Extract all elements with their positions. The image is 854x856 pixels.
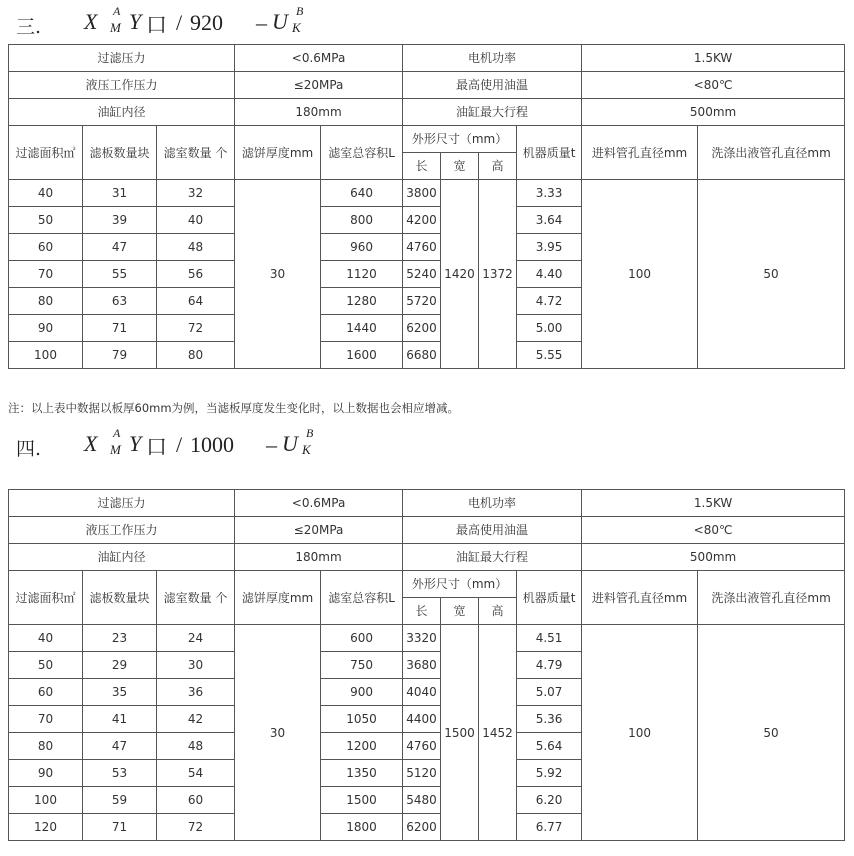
cell-mass: 4.72 (517, 288, 582, 315)
spec-value: <80℃ (582, 517, 845, 544)
cell-area: 70 (9, 261, 83, 288)
model-size: 1000 (190, 432, 234, 457)
cell-volume: 1050 (321, 706, 403, 733)
model-x: X (84, 431, 98, 456)
cell-plates: 71 (83, 814, 157, 841)
spec-label: 电机功率 (403, 45, 582, 72)
cell-volume: 1600 (321, 342, 403, 369)
cell-area: 80 (9, 288, 83, 315)
cell-length: 5480 (403, 787, 441, 814)
spec-label: 液压工作压力 (9, 72, 235, 99)
header-area: 过滤面积㎡ (9, 126, 83, 180)
cell-plates: 29 (83, 652, 157, 679)
spec-label: 电机功率 (403, 490, 582, 517)
cell-mass: 5.36 (517, 706, 582, 733)
cell-volume: 800 (321, 207, 403, 234)
header-length: 长 (403, 598, 441, 625)
header-row (9, 571, 845, 598)
cell-volume: 600 (321, 625, 403, 652)
cell-chambers: 24 (157, 625, 235, 652)
cell-chambers: 72 (157, 315, 235, 342)
cell-height: 1452 (479, 625, 517, 841)
spec-row (9, 490, 845, 517)
header-volume: 滤室总容积L (321, 571, 403, 625)
cell-volume: 960 (321, 234, 403, 261)
cell-plates: 47 (83, 733, 157, 760)
header-area: 过滤面积㎡ (9, 571, 83, 625)
header-inlet: 进料管孔直径mm (582, 571, 698, 625)
spec-value: 500mm (582, 544, 845, 571)
header-plates: 滤板数量块 (83, 571, 157, 625)
spec-value: 500mm (582, 99, 845, 126)
cell-length: 4760 (403, 234, 441, 261)
model-sup-b: B (306, 426, 314, 440)
cell-volume: 1200 (321, 733, 403, 760)
spec-label: 最高使用油温 (403, 517, 582, 544)
cell-length: 4200 (403, 207, 441, 234)
cell-mass: 5.64 (517, 733, 582, 760)
header-height: 高 (479, 598, 517, 625)
cell-length: 6680 (403, 342, 441, 369)
cell-mass: 3.64 (517, 207, 582, 234)
header-cake: 滤饼厚度mm (235, 126, 321, 180)
spec-label: 油缸最大行程 (403, 544, 582, 571)
header-cake: 滤饼厚度mm (235, 571, 321, 625)
cell-area: 60 (9, 679, 83, 706)
cell-plates: 63 (83, 288, 157, 315)
cell-area: 90 (9, 760, 83, 787)
header-volume: 滤室总容积L (321, 126, 403, 180)
header-chambers: 滤室数量 个 (157, 126, 235, 180)
cell-length: 6200 (403, 315, 441, 342)
cell-chambers: 48 (157, 234, 235, 261)
cell-chambers: 60 (157, 787, 235, 814)
section-number: 四. (16, 438, 42, 460)
model-x: X (84, 9, 98, 34)
model-sup-b: B (296, 4, 304, 18)
model-sub-k: K (292, 20, 301, 35)
cell-volume: 1440 (321, 315, 403, 342)
cell-mass: 4.79 (517, 652, 582, 679)
header-width: 宽 (441, 153, 479, 180)
model-box: 口 (146, 13, 167, 37)
cell-chambers: 36 (157, 679, 235, 706)
cell-mass: 6.20 (517, 787, 582, 814)
cell-chambers: 48 (157, 733, 235, 760)
header-row (9, 126, 845, 153)
spec-value: <80℃ (582, 72, 845, 99)
cell-volume: 640 (321, 180, 403, 207)
model-slash: / (176, 432, 183, 457)
cell-plates: 59 (83, 787, 157, 814)
cell-chambers: 32 (157, 180, 235, 207)
cell-mass: 4.51 (517, 625, 582, 652)
cell-plates: 79 (83, 342, 157, 369)
cell-chambers: 54 (157, 760, 235, 787)
header-mass: 机器质量t (517, 571, 582, 625)
header-height: 高 (479, 153, 517, 180)
cell-mass: 4.40 (517, 261, 582, 288)
spec-label: 过滤压力 (9, 490, 235, 517)
model-u: U (272, 9, 288, 34)
cell-chambers: 64 (157, 288, 235, 315)
cell-mass: 5.00 (517, 315, 582, 342)
header-dims: 外形尺寸（mm） (403, 126, 517, 153)
cell-length: 3680 (403, 652, 441, 679)
cell-length: 3800 (403, 180, 441, 207)
model-sub-m: M (110, 442, 121, 457)
cell-wash: 50 (698, 625, 845, 841)
cell-width: 1500 (441, 625, 479, 841)
cell-area: 70 (9, 706, 83, 733)
cell-plates: 71 (83, 315, 157, 342)
cell-width: 1420 (441, 180, 479, 369)
cell-plates: 35 (83, 679, 157, 706)
cell-length: 5240 (403, 261, 441, 288)
cell-volume: 1350 (321, 760, 403, 787)
cell-chambers: 40 (157, 207, 235, 234)
cell-plates: 55 (83, 261, 157, 288)
cell-area: 40 (9, 625, 83, 652)
model-slash: / (176, 10, 183, 35)
cell-height: 1372 (479, 180, 517, 369)
model-sup-a: A (113, 4, 121, 18)
cell-mass: 5.92 (517, 760, 582, 787)
spec-row (9, 45, 845, 72)
cell-wash: 50 (698, 180, 845, 369)
spec-label: 液压工作压力 (9, 517, 235, 544)
spec-label: 油缸最大行程 (403, 99, 582, 126)
cell-chambers: 56 (157, 261, 235, 288)
table-row (9, 625, 845, 652)
model-y: Y (129, 431, 142, 456)
cell-plates: 53 (83, 760, 157, 787)
cell-plates: 31 (83, 180, 157, 207)
cell-area: 50 (9, 652, 83, 679)
model-sub-m: M (110, 20, 121, 35)
cell-area: 90 (9, 315, 83, 342)
header-dims: 外形尺寸（mm） (403, 571, 517, 598)
cell-chambers: 80 (157, 342, 235, 369)
cell-volume: 1800 (321, 814, 403, 841)
cell-length: 5720 (403, 288, 441, 315)
spec-label: 油缸内径 (9, 544, 235, 571)
spec-value: <0.6MPa (235, 45, 403, 72)
cell-length: 6200 (403, 814, 441, 841)
spec-value: 180mm (235, 99, 403, 126)
cell-mass: 5.07 (517, 679, 582, 706)
spec-label: 油缸内径 (9, 99, 235, 126)
cell-mass: 3.95 (517, 234, 582, 261)
cell-cake-thickness: 30 (235, 625, 321, 841)
cell-mass: 6.77 (517, 814, 582, 841)
spec-row (9, 517, 845, 544)
cell-length: 5120 (403, 760, 441, 787)
header-length: 长 (403, 153, 441, 180)
cell-area: 120 (9, 814, 83, 841)
cell-volume: 1120 (321, 261, 403, 288)
model-sup-a: A (113, 426, 121, 440)
cell-area: 100 (9, 342, 83, 369)
cell-volume: 1280 (321, 288, 403, 315)
spec-value: 180mm (235, 544, 403, 571)
cell-chambers: 72 (157, 814, 235, 841)
header-inlet: 进料管孔直径mm (582, 126, 698, 180)
model-box: 口 (146, 435, 167, 459)
cell-length: 4400 (403, 706, 441, 733)
table-row (9, 180, 845, 207)
cell-length: 3320 (403, 625, 441, 652)
spec-label: 过滤压力 (9, 45, 235, 72)
cell-plates: 23 (83, 625, 157, 652)
cell-chambers: 42 (157, 706, 235, 733)
model-size: 920 (190, 10, 223, 35)
header-mass: 机器质量t (517, 126, 582, 180)
header-plates: 滤板数量块 (83, 126, 157, 180)
spec-table-920 (8, 44, 845, 369)
spec-table-1000 (8, 489, 845, 841)
spec-value: 1.5KW (582, 490, 845, 517)
header-wash: 洗涤出液管孔直径mm (698, 126, 845, 180)
cell-inlet: 100 (582, 180, 698, 369)
cell-plates: 47 (83, 234, 157, 261)
cell-cake-thickness: 30 (235, 180, 321, 369)
cell-area: 100 (9, 787, 83, 814)
cell-mass: 5.55 (517, 342, 582, 369)
model-dash: – (266, 432, 277, 457)
spec-row (9, 544, 845, 571)
cell-length: 4760 (403, 733, 441, 760)
header-wash: 洗涤出液管孔直径mm (698, 571, 845, 625)
section-number: 三. (16, 16, 42, 38)
cell-length: 4040 (403, 679, 441, 706)
model-u: U (282, 431, 298, 456)
cell-mass: 3.33 (517, 180, 582, 207)
spec-label: 最高使用油温 (403, 72, 582, 99)
table-footnote: 注：以上表中数据以板厚60mm为例，当滤板厚度发生变化时，以上数据也会相应增减。 (8, 401, 460, 415)
spec-value: ≤20MPa (235, 72, 403, 99)
cell-volume: 1500 (321, 787, 403, 814)
cell-inlet: 100 (582, 625, 698, 841)
model-y: Y (129, 9, 142, 34)
cell-volume: 750 (321, 652, 403, 679)
header-chambers: 滤室数量 个 (157, 571, 235, 625)
spec-value: <0.6MPa (235, 490, 403, 517)
cell-area: 60 (9, 234, 83, 261)
cell-chambers: 30 (157, 652, 235, 679)
cell-plates: 39 (83, 207, 157, 234)
spec-value: ≤20MPa (235, 517, 403, 544)
cell-area: 80 (9, 733, 83, 760)
cell-area: 40 (9, 180, 83, 207)
cell-volume: 900 (321, 679, 403, 706)
cell-area: 50 (9, 207, 83, 234)
cell-plates: 41 (83, 706, 157, 733)
spec-value: 1.5KW (582, 45, 845, 72)
spec-row (9, 99, 845, 126)
spec-row (9, 72, 845, 99)
model-dash: – (256, 10, 267, 35)
header-width: 宽 (441, 598, 479, 625)
model-sub-k: K (302, 442, 311, 457)
